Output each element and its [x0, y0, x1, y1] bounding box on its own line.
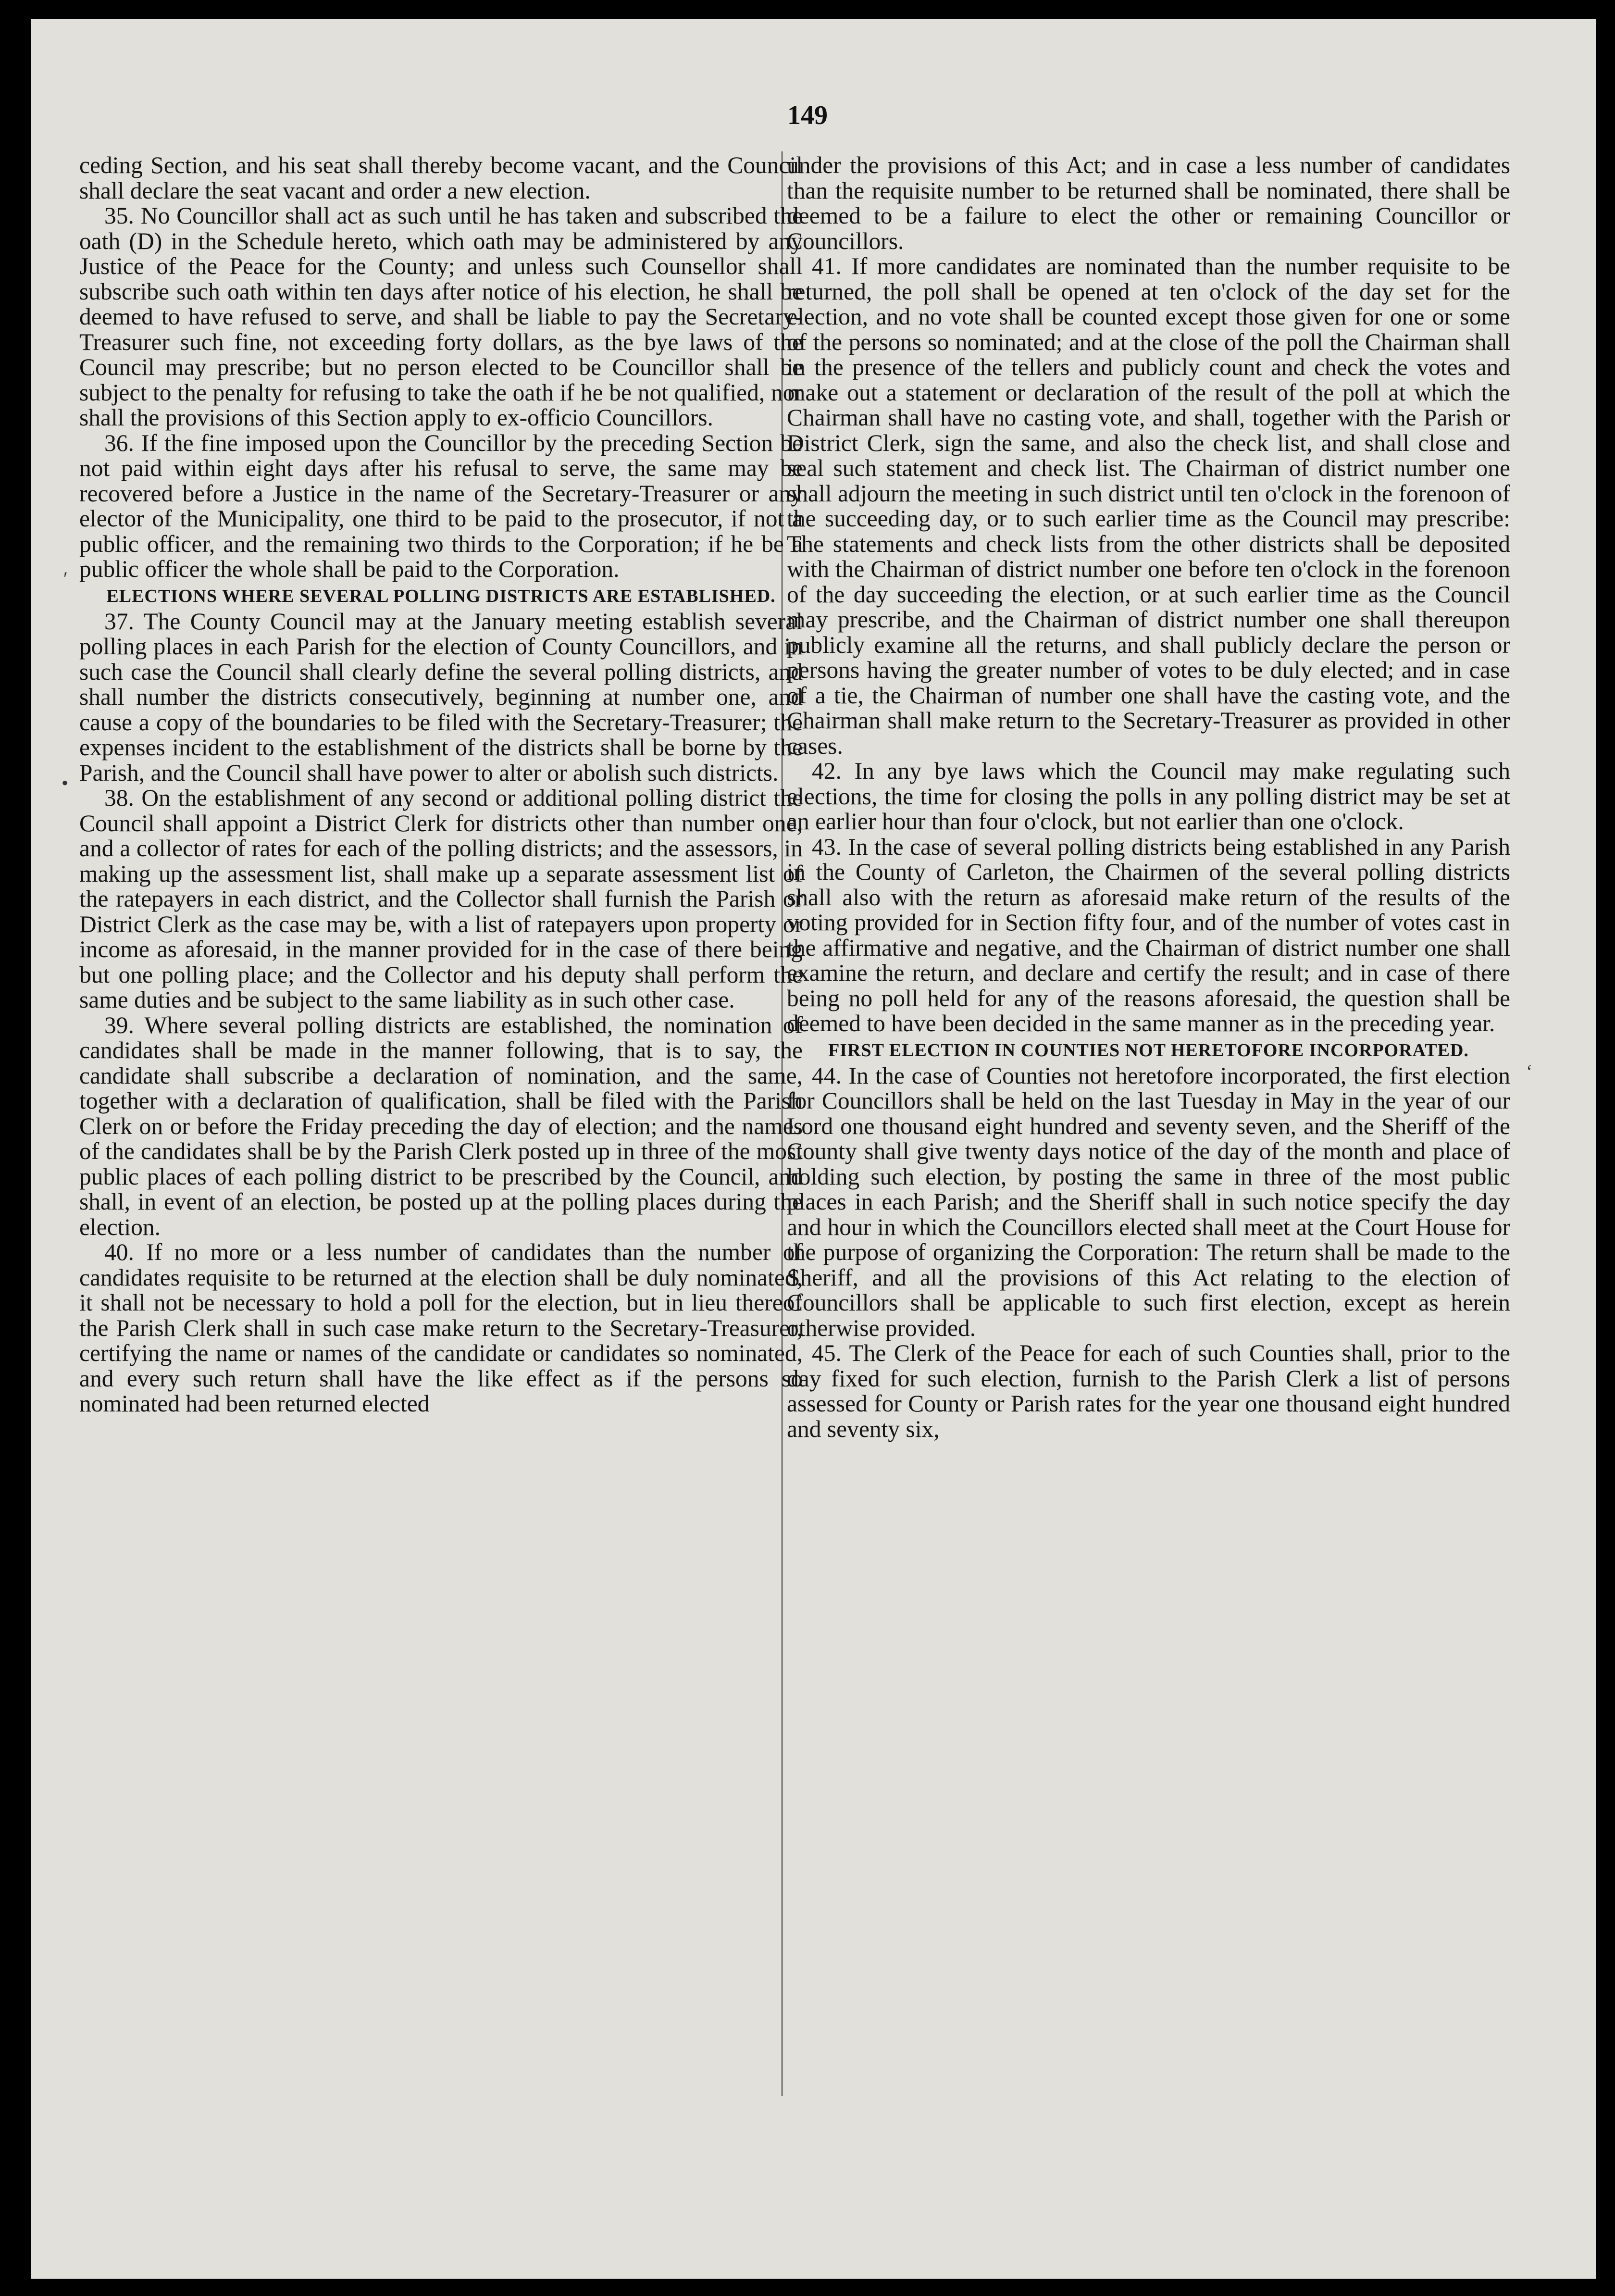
paragraph: ceding Section, and his seat shall thereby become vacant, and the Council shall declare the seat vacant and order a new election.	[79, 152, 803, 204]
margin-mark: ′	[63, 568, 68, 589]
paragraph: 39. Where several polling districts are established, the nomination of candidates shall be made in the manner following, that is to say, the candidate shall subscribe a declaration of nomination, and the same, together with a declaration of qualification, shall be filed with the Parish Clerk on or before the Friday preceding the day of election; and the names of the candidates shall be by the Parish Clerk posted up in three of the most public places of each polling district to be prescribed by the Council, and shall, in event of an election, be posted up at the polling places during the election.	[79, 1011, 803, 1240]
section-heading: ELECTIONS WHERE SEVERAL POLLING DISTRICTS ARE ESTABLISHED.	[106, 586, 776, 606]
paragraph: under the provisions of this Act; and in case a less number of candidates than the requisite number to be returned shall be nominated, there shall be deemed to be a failure to elect the other or remaining Councillor or Councillors.	[787, 152, 1510, 254]
page-number: 149	[787, 100, 828, 130]
right-column	[787, 153, 1510, 1442]
section-heading: FIRST ELECTION IN COUNTIES NOT HERETOFORE INCORPORATED.	[828, 1040, 1469, 1061]
paragraph: 37. The County Council may at the January meeting establish several polling places in each Parish for the election of County Councillors, and in such case the Council shall clearly define the several polling districts, and shall number the districts consecutively, beginning at number one, and cause a copy of the boundaries to be filed with the Secretary-Treasurer; the expenses incident to the establishment of the districts shall be borne by the Parish, and the Council shall have power to alter or abolish such districts.	[79, 608, 803, 786]
margin-dot: •	[62, 772, 69, 794]
left-column	[79, 153, 803, 1417]
paragraph: 40. If no more or a less number of candidates than the number of candidates requisite to be returned at the election shall be duly nominated, it shall not be necessary to hold a poll for the election, but in lieu thereof the Parish Clerk shall in such case make return to the Secretary-Treasurer, certifying the name or names of the candidate or candidates so nominated, and every such return shall have the like effect as if the persons so nominated had been returned elected	[79, 1239, 803, 1417]
paragraph: 44. In the case of Counties not heretofore incorporated, the first election for Councillors shall be held on the last Tuesday in May in the year of our Lord one thousand eight hundred and seventy seven, and the Sheriff of the County shall give twenty days notice of the day of the month and place of holding such election, by posting the same in three of the most public places in each Parish; and the Sheriff shall in such notice specify the day and hour in which the Councillors elected shall meet at the Court House for the purpose of organizing the Corporation: The return shall be made to the Sheriff, and all the provisions of this Act relating to the election of Councillors shall be applicable to such first election, except as herein otherwise provided.	[787, 1062, 1510, 1341]
margin-mark: ‘	[1526, 1061, 1533, 1082]
paragraph: 41. If more candidates are nominated than the number requisite to be returned, the poll shall be opened at ten o'clock of the day set for the election, and no vote shall be counted except those given for one or some of the persons so nominated; and at the close of the poll the Chairman shall in the presence of the tellers and publicly count and check the votes and make out a statement or declaration of the result of the poll at which the Chairman shall have no casting vote, and shall, together with the Parish or District Clerk, sign the same, and also the check list, and shall close and seal such statement and check list. The Chairman of district number one shall adjourn the meeting in such district until ten o'clock in the forenoon of the succeeding day, or to such earlier time as the Council may prescribe: The statements and check lists from the other districts shall be deposited with the Chairman of district number one before ten o'clock in the forenoon of the day succeeding the election, or at such earlier time as the Council may prescribe, and the Chairman of district number one shall thereupon publicly examine all the returns, and shall publicly declare the person or persons having the greater number of votes to be duly elected; and in case of a tie, the Chairman of number one shall have the casting vote, and the Chairman shall make return to the Secretary-Treasurer as provided in other cases.	[787, 253, 1510, 759]
paragraph: 42. In any bye laws which the Council may make regulating such elections, the time for closing the polls in any polling district may be set at an earlier hour than four o'clock, but not earlier than one o'clock.	[787, 758, 1510, 835]
paragraph: 36. If the fine imposed upon the Councillor by the preceding Section be not paid within eight days after his refusal to serve, the same may be recovered before a Justice in the name of the Secretary-Treasurer or any elector of the Municipality, one third to be paid to the prosecutor, if not a public officer, and the remaining two thirds to the Corporation; if he be a public officer the whole shall be paid to the Corporation.	[79, 429, 803, 582]
paragraph: 43. In the case of several polling districts being established in any Parish in the County of Carleton, the Chairmen of the several polling districts shall also with the return as aforesaid make return of the results of the voting provided for in Section fifty four, and of the number of votes cast in the affirmative and negative, and the Chairman of district number one shall examine the return, and declare and certify the result; and in case of there being no poll held for any of the reasons aforesaid, the question shall be deemed to have been decided in the same manner as in the preceding year.	[787, 833, 1510, 1036]
paragraph: 35. No Councillor shall act as such until he has taken and subscribed the oath (D) in the Schedule hereto, which oath may be administered by any Justice of the Peace for the County; and unless such Counsellor shall subscribe such oath within ten days after notice of his election, he shall be deemed to have refused to serve, and shall be liable to pay the Secretary-Treasurer such fine, not exceeding forty dollars, as the bye laws of the Council may prescribe; but no person elected to be Councillor shall be subject to the penalty for refusing to take the oath if he be not qualified, nor shall the provisions of this Section apply to ex-officio Councillors.	[79, 202, 803, 431]
paragraph: 38. On the establishment of any second or additional polling district the Council shall appoint a District Clerk for districts other than number one, and a collector of rates for each of the polling districts; and the assessors, in making up the assessment list, shall make up a separate assessment list of the ratepayers in each district, and the Collector shall furnish the Parish or District Clerk as the case may be, with a list of ratepayers upon property or income as aforesaid, in the manner provided for in the case of there being but one polling place; and the Collector and his deputy shall perform the same duties and be subject to the same liability as in such other case.	[79, 785, 803, 1013]
paragraph: 45. The Clerk of the Peace for each of such Counties shall, prior to the day fixed for such election, furnish to the Parish Clerk a list of persons assessed for County or Parish rates for the year one thousand eight hundred and seventy six,	[787, 1340, 1510, 1442]
